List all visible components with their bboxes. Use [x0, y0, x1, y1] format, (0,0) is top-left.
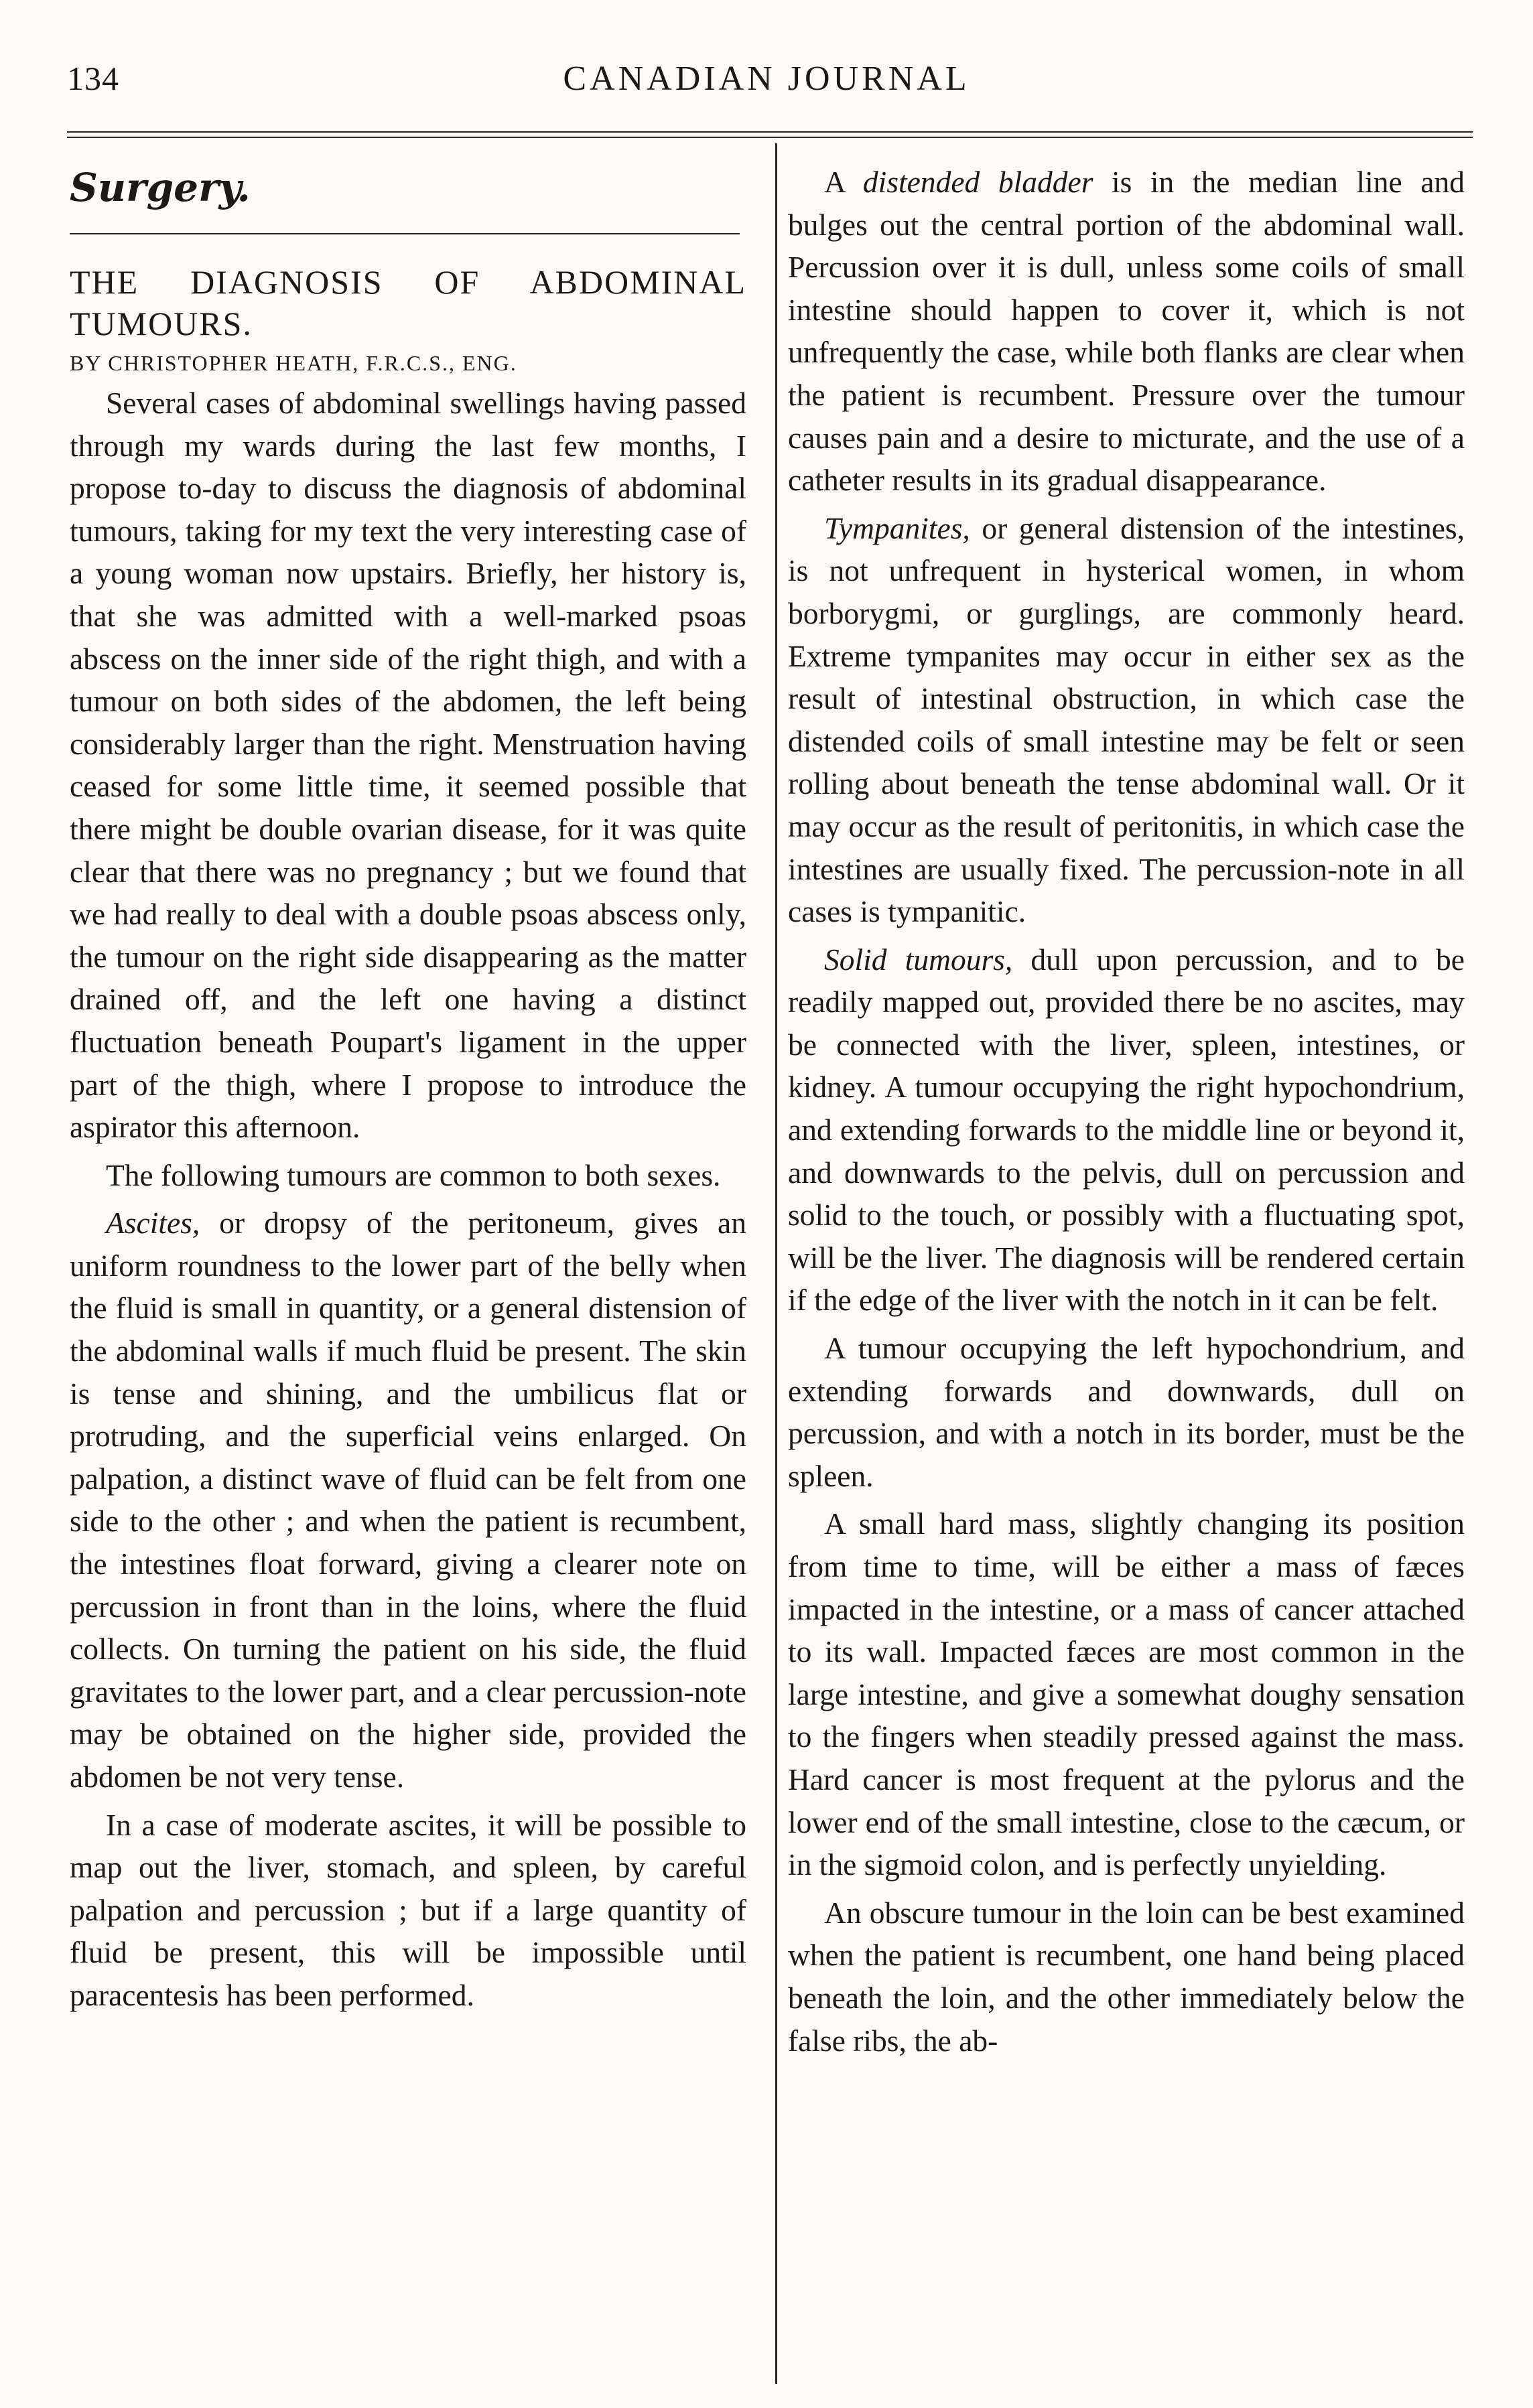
- article-title: THE DIAGNOSIS OF ABDOMINAL TUMOURS.: [70, 263, 746, 342]
- paragraph: [788, 161, 1465, 502]
- article-byline: BY CHRISTOPHER HEATH, F.R.C.S., ENG.: [70, 351, 517, 375]
- paragraph: A small hard mass, slightly changing its position from time to time, will be either a mass of fæces impacted in the intestine, or a mass of cancer attached to its wall. Impacted fæces are most common in the large intestine, and give a somewhat doughy sensation to the fingers when steadily pressed against the mass. Hard cancer is most frequent at the pylorus and the lower end of the small intestine, close to the cæcum, or in the sigmoid colon, and is perfectly unyielding.: [788, 1506, 1465, 1882]
- paragraph-text: is in the median line and bulges out the central portion of the abdominal wall. Percussion over it is dull, unless some coils of small intestine should happen to cover it, which is not unfrequently the case, while both flanks are clear when the patient is recumbent. Pressure over the tumour causes pain and a desire to micturate, and the use of a catheter results in its gradual disappearance.: [788, 165, 1465, 498]
- paragraph-text: or dropsy of the peritoneum, gives an uniform roundness to the lower part of the belly when the fluid is small in quantity, or a general distension of the abdominal walls if much fluid be present. The skin is tense and shining, and the umbilicus flat or protruding, and the superficial veins enlarged. On palpation, a distinct wave of fluid can be felt from one side to the other ; and when the patient is recumbent, the intestines float forward, giving a clearer note on percussion in front than in the loins, where the fluid collects. On turning the patient on his side, the fluid gravitates to the lower part, and a clear percussion-note may be obtained on the higher side, provided the abdomen be not very tense.: [70, 1206, 746, 1794]
- page-header: [0, 59, 1533, 113]
- paragraph: [788, 507, 1465, 933]
- header-rule-top: [67, 131, 1473, 133]
- paragraph: [788, 938, 1465, 1322]
- left-column: [70, 161, 746, 2017]
- section-rule: [70, 233, 740, 234]
- term-distended-bladder: distended bladder: [862, 165, 1093, 199]
- paragraph: The following tumours are common to both sexes.: [106, 1157, 721, 1192]
- term-tympanites: Tympanites,: [824, 510, 970, 545]
- paragraph-text: dull upon percussion, and to be readily mapped out, provided there be no ascites, may be connected with the liver, spleen, intestines, or kidney. A tumour occupying the right hypochondrium, and extending forwards to the middle line or beyond it, and downwards to the pelvis, dull on percussion and solid to the touch, or possibly with a fluctuating spot, will be the liver. The diagnosis will be rendered certain if the edge of the liver with the notch in it can be felt.: [788, 942, 1465, 1318]
- journal-title: CANADIAN JOURNAL: [563, 60, 970, 98]
- paragraph: In a case of moderate ascites, it will be possible to map out the liver, stomach, and spleen, by careful palpation and percussion ; but if a large quantity of fluid be present, this will be impossible until paracentesis has been performed.: [70, 1807, 746, 2012]
- paragraph: An obscure tumour in the loin can be best examined when the patient is recumbent, one hand being placed beneath the loin, and the other immediately below the false ribs, the ab-: [788, 1895, 1465, 2058]
- header-rule-bottom: [67, 137, 1473, 138]
- column-divider: [775, 143, 777, 2384]
- paragraph-lead: A: [824, 165, 863, 199]
- paragraph: [70, 1202, 746, 1798]
- right-column: [788, 161, 1465, 2062]
- term-ascites: Ascites,: [106, 1206, 200, 1241]
- paragraph: A tumour occupying the left hypochondrium, and extending forwards and downwards, dull on percussion, and with a notch in its border, must be the spleen.: [788, 1331, 1465, 1493]
- section-title: Surgery.: [70, 165, 251, 210]
- paragraph: Several cases of abdominal swellings having passed through my wards during the last few months, I propose to-day to discuss the diagnosis of abdominal tumours, taking for my text the very interesting case of a young woman now upstairs. Briefly, her history is, that she was admitted with a well-marked psoas abscess on the inner side of the right thigh, and with a tumour on both sides of the abdomen, the left being considerably larger than the right. Menstruation having ceased for some little time, it seemed possible that there might be double ovarian disease, for it was quite clear that there was no pregnancy ; but we found that we had really to deal with a double psoas abscess only, the tumour on the right side disappearing as the matter drained off, and the left one having a distinct fluctuation beneath Poupart's ligament in the upper part of the thigh, where I propose to introduce the aspirator this afternoon.: [70, 386, 746, 1145]
- page-number: 134: [67, 60, 119, 97]
- term-solid-tumours: Solid tumours,: [824, 942, 1013, 977]
- paragraph-text: or general distension of the intestines, is not unfrequent in hysterical women, in whom borborygmi, or gurglings, are commonly heard. Extreme tympanites may occur in either sex as the result of intestinal obstruction, in which case the distended coils of small intestine may be felt or seen rolling about beneath the tense abdominal wall. Or it may occur as the result of peritonitis, in which case the intestines are usually fixed. The percussion-note in all cases is tympanitic.: [788, 510, 1465, 929]
